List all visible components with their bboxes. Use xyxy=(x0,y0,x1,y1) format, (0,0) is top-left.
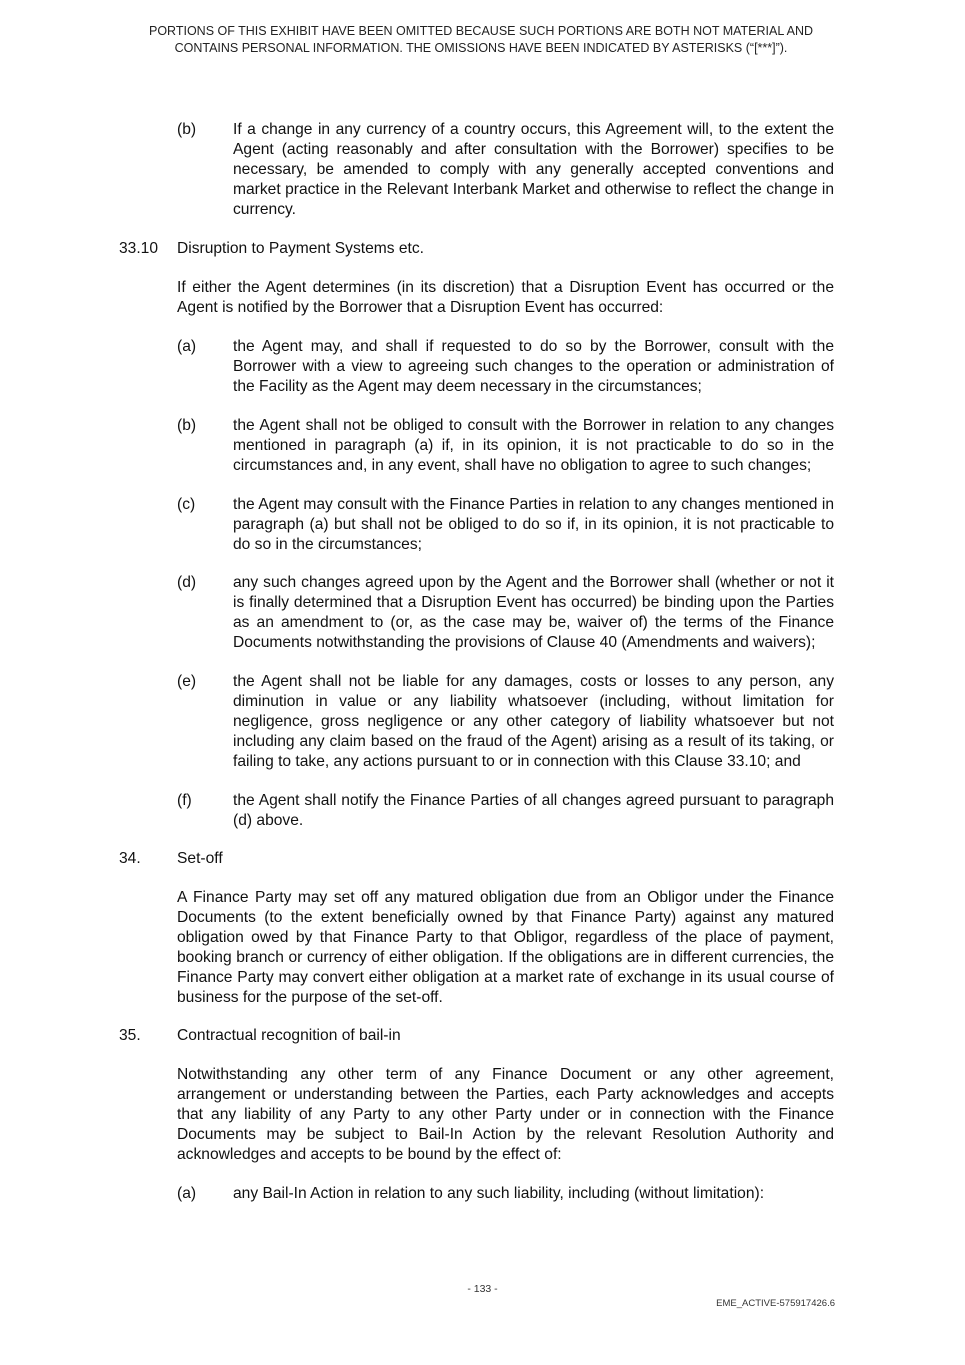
item-text: any Bail-In Action in relation to any such liability, including (without limitation): xyxy=(233,1185,765,1202)
item-text: the Agent may consult with the Finance Parties in relation to any changes mentioned in paragraph (a) but shall not be obliged to do so if, in its opinion, it is not practicable to do so in the circumstances; xyxy=(233,496,834,553)
item-label: (a) xyxy=(177,1185,197,1202)
clause-title: Disruption to Payment Systems etc. xyxy=(177,240,424,257)
item-label: (e) xyxy=(177,673,197,690)
clause-intro: If either the Agent determines (in its discretion) that a Disruption Event has occurred or the Agent is notified by the Borrower that a Disruption Event has occurred: xyxy=(177,279,834,316)
document-reference: EME_ACTIVE-575917426.6 xyxy=(716,1298,835,1309)
clause-number: 33.10 xyxy=(119,240,159,257)
clause-text: Notwithstanding any other term of any Finance Document or any other agreement, arrangement or understanding between the Parties, each Party acknowledges and accepts that any liability of any Party to any other Party under or in connection with the Finance Documents may be subject to Bail-In Action by the relevant Resolution Authority and acknowledges and accepts to be bound by the effect of: xyxy=(177,1066,834,1163)
item-label: (a) xyxy=(177,338,197,355)
item-text: the Agent shall notify the Finance Parties of all changes agreed pursuant to paragraph (d) above. xyxy=(233,792,834,829)
item-text: the Agent shall not be liable for any damages, costs or losses to any person, any diminution in value or any liability whatsoever (including, without limitation for negligence, gross negligence or any other category of liability whatsoever but not including any claim based on the fraud of the Agent) arising as a result of its taking, or failing to take, any actions pursuant to or in connection with this Clause 33.10; and xyxy=(233,673,834,770)
item-text: the Agent may, and shall if requested to do so by the Borrower, consult with the Borrower with a view to agreeing such changes to the operation or administration of the Facility as the Agent may deem necessary in the circumstances; xyxy=(233,338,834,395)
clause-text: A Finance Party may set off any matured obligation due from an Obligor under the Finance Documents (to the extent beneficially owned by that Finance Party) against any matured obligation owed by that Finance Party to that Obligor, regardless of the place of payment, booking branch or currency of either obligation. If the obligations are in different currencies, the Finance Party may convert either obligation at a market rate of exchange in its usual course of business for the purpose of the set-off. xyxy=(177,889,834,1006)
item-text: any such changes agreed upon by the Agent and the Borrower shall (whether or not it is finally determined that a Disruption Event has occurred) be binding upon the Parties as an amendment to (or, as the case may be, waiver of) the terms of the Finance Documents notwithstanding the provisions of Clause 40 (Amendments and waivers); xyxy=(233,574,834,651)
clause-title: Contractual recognition of bail-in xyxy=(177,1027,401,1044)
notice-line-1: PORTIONS OF THIS EXHIBIT HAVE BEEN OMITTED BECAUSE SUCH PORTIONS ARE BOTH NOT MATERIAL AND xyxy=(148,24,813,38)
page-number: - 133 - xyxy=(467,1283,498,1295)
clause-number: 35. xyxy=(119,1027,141,1044)
item-label: (b) xyxy=(177,417,197,434)
item-label: (d) xyxy=(177,574,197,591)
item-label: (b) xyxy=(177,121,197,138)
notice-line-2: CONTAINS PERSONAL INFORMATION. THE OMISSIONS HAVE BEEN INDICATED BY ASTERISKS (“[***]”). xyxy=(174,41,788,55)
item-text: If a change in any currency of a country occurs, this Agreement will, to the extent the Agent (acting reasonably and after consultation with the Borrower) specifies to be necessary, be amended to comply with any generally accepted conventions and market practice in the Relevant Interbank Market and otherwise to reflect the change in currency. xyxy=(233,121,834,218)
item-label: (f) xyxy=(177,792,192,809)
item-text: the Agent shall not be obliged to consult with the Borrower in relation to any changes mentioned in paragraph (a) if, in its opinion, it is not practicable to do so in the circumstances and, in any event, shall have no obligation to agree to such changes; xyxy=(233,417,834,474)
item-label: (c) xyxy=(177,496,196,513)
confidentiality-notice xyxy=(120,23,842,57)
clause-number: 34. xyxy=(119,850,141,867)
clause-title: Set-off xyxy=(177,850,223,867)
